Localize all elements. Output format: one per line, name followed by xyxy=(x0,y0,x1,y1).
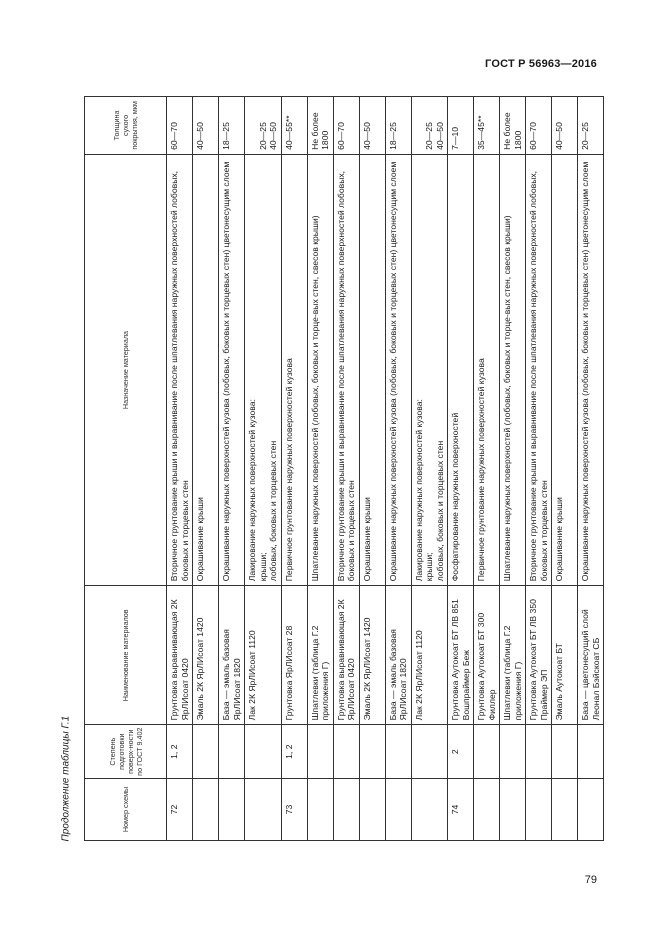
scheme-number-cell xyxy=(359,778,385,840)
table-row xyxy=(474,97,500,841)
material-purpose-cell: Шпатлевание наружных поверхностей (лобовых, боковых и торце-вых стен, свесов крыши) xyxy=(500,154,526,585)
surface-prep-cell xyxy=(552,725,578,779)
materials-table xyxy=(84,96,604,841)
material-purpose-cell: Лакирование наружных поверхностей кузова: крыши; лобовых, боковых и торцевых стен xyxy=(245,154,282,585)
table-row xyxy=(167,97,193,841)
material-purpose-cell: Первичное грунтование наружных поверхностей кузова xyxy=(281,154,307,585)
coating-thickness-cell: 20—25 40—50 xyxy=(411,97,448,155)
material-purpose-cell: Вторичное грунтование крыши и выравнивание после шпатлевания наружных поверхностей лобовых, боковых и торцевых стен xyxy=(333,154,359,585)
scheme-number-cell: 73 xyxy=(281,778,307,840)
coating-thickness-cell: 60—70 xyxy=(167,97,193,155)
column-header: Толщина сухого покрытия, мкм xyxy=(85,97,167,155)
scheme-number-cell xyxy=(307,778,333,840)
material-purpose-cell: Вторичное грунтование крыши и выравнивание после шпатлевания наружных поверхностей лобовых, боковых и торцевых стен xyxy=(526,154,552,585)
table-row xyxy=(578,97,604,841)
column-header: Назначение материала xyxy=(85,154,167,585)
surface-prep-cell xyxy=(307,725,333,779)
coating-thickness-cell: 40—55** xyxy=(281,97,307,155)
table-header-row xyxy=(85,97,167,841)
coating-thickness-cell: 7—10 xyxy=(448,97,474,155)
material-name-cell: Грунтовка выравнивающая 2К ЯрЛИсоат 0420 xyxy=(167,586,193,725)
scheme-number-cell xyxy=(245,778,282,840)
coating-thickness-cell: Не более 1800 xyxy=(307,97,333,155)
material-name-cell: Грунтовка Аутокоат БТ ЛВ 851 Вошпраймер Беж xyxy=(448,586,474,725)
table-caption: Продолжение таблицы Г.1 xyxy=(60,715,72,841)
table-container xyxy=(84,96,601,841)
scheme-number-cell xyxy=(552,778,578,840)
rotated-table-frame xyxy=(84,96,601,841)
material-purpose-cell: Первичное грунтование наружных поверхностей кузова xyxy=(474,154,500,585)
column-header: Наименование материалов xyxy=(85,586,167,725)
table-row xyxy=(500,97,526,841)
material-name-cell: Эмаль 2К ЯрЛИсоат 1420 xyxy=(193,586,219,725)
material-purpose-cell: Окрашивание наружных поверхностей кузова (лобовых, боковых и торцевых стен) цветонесущим слоем xyxy=(385,154,411,585)
surface-prep-cell xyxy=(526,725,552,779)
table-row xyxy=(411,97,448,841)
coating-thickness-cell: 40—50 xyxy=(193,97,219,155)
surface-prep-cell xyxy=(245,725,282,779)
scheme-number-cell xyxy=(578,778,604,840)
scheme-number-cell: 74 xyxy=(448,778,474,840)
coating-thickness-cell: Не более 1800 xyxy=(500,97,526,155)
table-row xyxy=(281,97,307,841)
material-purpose-cell: Окрашивание наружных поверхностей кузова (лобовых, боковых и торцевых стен) цветонесущим слоем xyxy=(578,154,604,585)
surface-prep-cell xyxy=(500,725,526,779)
table-row xyxy=(526,97,552,841)
column-header: Степень подготовки поверх-ности по ГОСТ 9.402 xyxy=(85,725,167,779)
coating-thickness-cell: 60—70 xyxy=(526,97,552,155)
scheme-number-cell xyxy=(193,778,219,840)
scheme-number-cell xyxy=(411,778,448,840)
material-purpose-cell: Шпатлевание наружных поверхностей (лобовых, боковых и торце-вых стен, свесов крыши) xyxy=(307,154,333,585)
surface-prep-cell xyxy=(193,725,219,779)
scheme-number-cell xyxy=(219,778,245,840)
scheme-number-cell xyxy=(474,778,500,840)
material-name-cell: Эмаль 2К ЯрЛИсоат 1420 xyxy=(359,586,385,725)
scheme-number-cell xyxy=(500,778,526,840)
coating-thickness-cell: 20—25 xyxy=(578,97,604,155)
material-purpose-cell: Лакирование наружных поверхностей кузова: крыши; лобовых, боковых и торцевых стен xyxy=(411,154,448,585)
material-name-cell: Шпатлевки (таблица Г.2 приложения Г) xyxy=(500,586,526,725)
material-purpose-cell: Вторичное грунтование крыши и выравнивание после шпатлевания наружных поверхностей лобовых, боковых и торцевых стен xyxy=(167,154,193,585)
coating-thickness-cell: 40—50 xyxy=(552,97,578,155)
table-row xyxy=(448,97,474,841)
scheme-number-cell xyxy=(333,778,359,840)
page-number: 79 xyxy=(584,874,597,886)
caption-container xyxy=(53,96,79,841)
material-purpose-cell: Окрашивание крыши xyxy=(193,154,219,585)
material-name-cell: Лак 2К ЯрЛИсоат 1120 xyxy=(245,586,282,725)
coating-thickness-cell: 35—45** xyxy=(474,97,500,155)
surface-prep-cell xyxy=(219,725,245,779)
table-row xyxy=(385,97,411,841)
material-purpose-cell: Окрашивание наружных поверхностей кузова (лобовых, боковых и торцевых стен) цветонесущим слоем xyxy=(219,154,245,585)
scheme-number-cell: 72 xyxy=(167,778,193,840)
material-purpose-cell: Окрашивание крыши xyxy=(552,154,578,585)
surface-prep-cell xyxy=(474,725,500,779)
material-name-cell: База — эмаль базовая ЯрЛИсоат 1820 xyxy=(385,586,411,725)
surface-prep-cell xyxy=(333,725,359,779)
table-row xyxy=(193,97,219,841)
table-row xyxy=(359,97,385,841)
surface-prep-cell xyxy=(411,725,448,779)
material-name-cell: База — эмаль базовая ЯрЛИсоат 1820 xyxy=(219,586,245,725)
material-purpose-cell: Окрашивание крыши xyxy=(359,154,385,585)
material-purpose-cell: Фосфатирование наружных поверхностей xyxy=(448,154,474,585)
material-name-cell: Грунтовка Аутокоат БТ ЛВ 350 Праймер ЭП xyxy=(526,586,552,725)
table-row xyxy=(307,97,333,841)
material-name-cell: Эмаль Аутокоат БТ xyxy=(552,586,578,725)
column-header: Номер схемы xyxy=(85,778,167,840)
surface-prep-cell xyxy=(578,725,604,779)
coating-thickness-cell: 18—25 xyxy=(219,97,245,155)
material-name-cell: База — цветонесущий слой Леонал Бэйскоат СБ xyxy=(578,586,604,725)
surface-prep-cell xyxy=(385,725,411,779)
material-name-cell: Грунтовка выравнивающая 2К ЯрЛИсоат 0420 xyxy=(333,586,359,725)
document-code: ГОСТ Р 56963—2016 xyxy=(485,58,597,70)
material-name-cell: Лак 2К ЯрЛИсоат 1120 xyxy=(411,586,448,725)
scheme-number-cell xyxy=(526,778,552,840)
surface-prep-cell: 1, 2 xyxy=(167,725,193,779)
surface-prep-cell: 2 xyxy=(448,725,474,779)
scheme-number-cell xyxy=(385,778,411,840)
coating-thickness-cell: 18—25 xyxy=(385,97,411,155)
surface-prep-cell: 1, 2 xyxy=(281,725,307,779)
coating-thickness-cell: 40—50 xyxy=(359,97,385,155)
table-row xyxy=(333,97,359,841)
table-row xyxy=(552,97,578,841)
material-name-cell: Шпатлевки (таблица Г.2 приложения Г) xyxy=(307,586,333,725)
table-row xyxy=(219,97,245,841)
coating-thickness-cell: 20—25 40—50 xyxy=(245,97,282,155)
material-name-cell: Грунтовка ЯрЛИсоат 28 xyxy=(281,586,307,725)
coating-thickness-cell: 60—70 xyxy=(333,97,359,155)
surface-prep-cell xyxy=(359,725,385,779)
table-row xyxy=(245,97,282,841)
material-name-cell: Грунтовка Аутокоат БТ 300 Филлер xyxy=(474,586,500,725)
